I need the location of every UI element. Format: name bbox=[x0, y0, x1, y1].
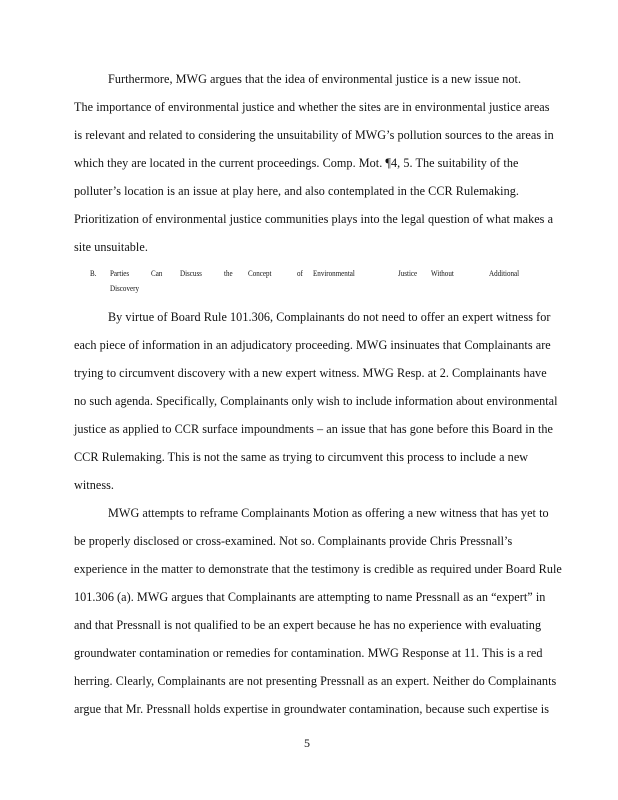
paragraph-2-line-4: no such agenda. Specifically, Complainants only wish to include information about environmental bbox=[74, 394, 558, 408]
heading-word-9: Without bbox=[431, 268, 454, 278]
paragraph-1-line-6: Prioritization of environmental justice communities plays into the legal question of what makes a bbox=[74, 212, 554, 226]
heading-word-5: Concept bbox=[248, 268, 272, 278]
paragraph-3-line-3: experience in the matter to demonstrate that the testimony is credible as required under Board Rule bbox=[74, 562, 562, 576]
heading-word-1: Parties bbox=[110, 268, 130, 278]
paragraph-1-line-1: Furthermore, MWG argues that the idea of environmental justice is a new issue not. bbox=[108, 72, 522, 86]
paragraph-2-line-7: witness. bbox=[74, 478, 115, 492]
heading-word-2: Can bbox=[151, 268, 163, 278]
paragraph-1-line-7: site unsuitable. bbox=[74, 240, 148, 254]
heading-word-10: Additional bbox=[489, 268, 520, 278]
paragraph-3-line-5: and that Pressnall is not qualified to be an expert because he has no experience with evaluating bbox=[74, 618, 542, 632]
paragraph-3-line-1: MWG attempts to reframe Complainants Motion as offering a new witness that has yet to bbox=[108, 506, 549, 520]
paragraph-1-line-4: which they are located in the current proceedings. Comp. Mot. ¶4, 5. The suitability of the bbox=[74, 156, 519, 170]
paragraph-2-line-3: trying to circumvent discovery with a new expert witness. MWG Resp. at 2. Complainants have bbox=[74, 366, 547, 380]
heading-word-4: the bbox=[224, 268, 233, 278]
page-number: 5 bbox=[304, 736, 310, 750]
paragraph-2-line-5: justice as applied to CCR surface impoundments – an issue that has gone before this Board in the bbox=[74, 422, 553, 436]
paragraph-3-line-7: herring. Clearly, Complainants are not presenting Pressnall as an expert. Neither do Complainants bbox=[74, 674, 557, 688]
paragraph-1-line-2: The importance of environmental justice and whether the sites are in environmental justice areas bbox=[74, 100, 550, 114]
paragraph-2-line-2: each piece of information in an adjudicatory proceeding. MWG insinuates that Complainants are bbox=[74, 338, 551, 352]
paragraph-2-line-1: By virtue of Board Rule 101.306, Complainants do not need to offer an expert witness for bbox=[108, 310, 551, 324]
heading-word-3: Discuss bbox=[180, 268, 202, 278]
heading-word-6: of bbox=[297, 268, 303, 278]
paragraph-3-line-8: argue that Mr. Pressnall holds expertise in groundwater contamination, because such expertise is bbox=[74, 702, 550, 716]
paragraph-1-line-3: is relevant and related to considering the unsuitability of MWG’s pollution sources to the areas in bbox=[74, 128, 554, 142]
heading-word-7: Environmental bbox=[313, 268, 355, 278]
heading-letter: B. bbox=[90, 268, 97, 278]
paragraph-3-line-4: 101.306 (a). MWG argues that Complainants are attempting to name Pressnall as an “expert” in bbox=[74, 590, 546, 604]
heading-line-2: Discovery bbox=[110, 283, 139, 293]
paragraph-3-line-6: groundwater contamination or remedies for contamination. MWG Response at 11. This is a red bbox=[74, 646, 543, 660]
paragraph-3-line-2: be properly disclosed or cross-examined. Not so. Complainants provide Chris Pressnall’s bbox=[74, 534, 513, 548]
paragraph-2-line-6: CCR Rulemaking. This is not the same as trying to circumvent this process to include a new bbox=[74, 450, 529, 464]
paragraph-1-line-5: polluter’s location is an issue at play here, and also contemplated in the CCR Rulemaking. bbox=[74, 184, 519, 198]
heading-word-8: Justice bbox=[398, 268, 418, 278]
